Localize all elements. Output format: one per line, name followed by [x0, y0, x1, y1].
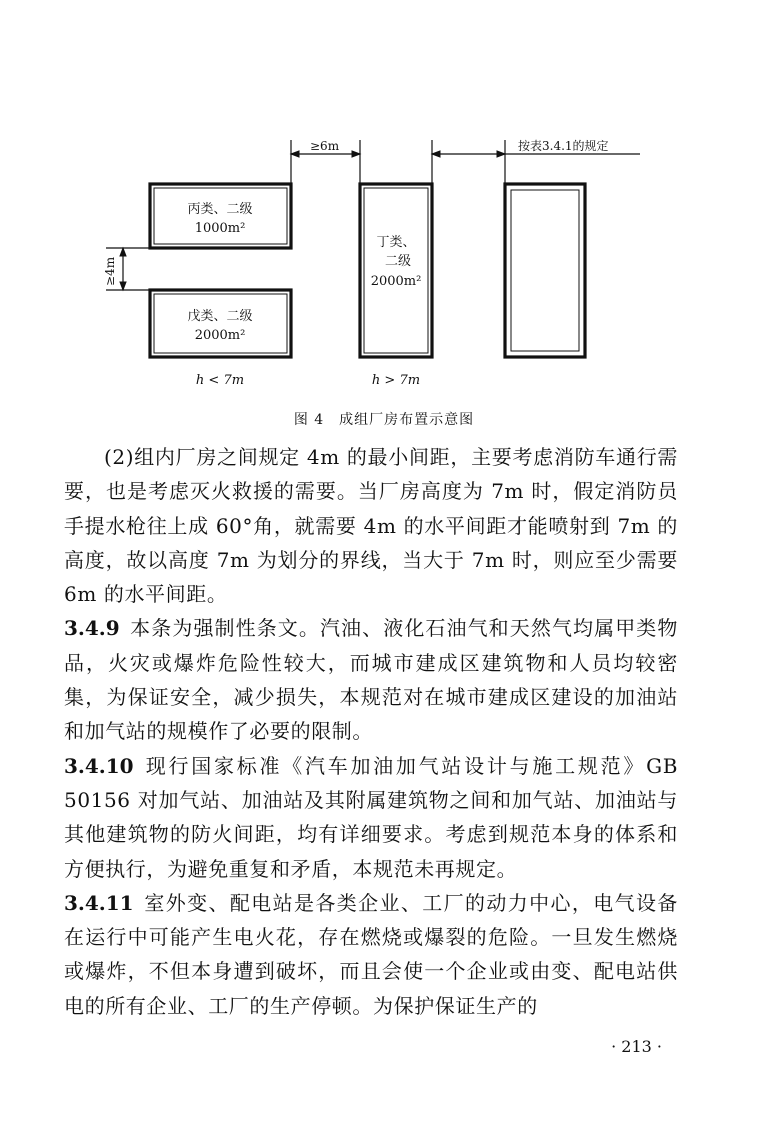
body-text: [64, 440, 678, 1023]
label-4m: ≥4m: [103, 256, 117, 286]
section-number: 3.4.9: [64, 616, 120, 641]
height-low-label: h < 7m: [195, 373, 245, 388]
section-3-4-9: [64, 611, 678, 748]
building-adjacent: [505, 184, 585, 357]
building-class-d: [360, 184, 432, 357]
label-6m: ≥6m: [310, 139, 340, 153]
page-number: · 213 ·: [611, 1037, 662, 1056]
label-table-rule: 按表3.4.1的规定: [518, 139, 609, 153]
section-number: 3.4.10: [64, 753, 134, 778]
building-class-c-area: 1000m²: [194, 221, 246, 236]
building-class-d-label-1: 丁类、: [376, 235, 416, 250]
building-class-c-label: 丙类、二级: [187, 202, 253, 217]
building-class-d-area: 2000m²: [370, 274, 422, 289]
section-3-4-11: [64, 886, 678, 1023]
figure-caption: 图 4 成组厂房布置示意图: [293, 412, 475, 428]
section-text: 本条为强制性条文。汽油、液化石油气和天然气均属甲类物品，火灾或爆炸危险性较大，而城市建成区建筑物和人员均较密集，为保证安全，减少损失，本规范对在城市建成区建设的加油站和加气站的规模作了必要的限制。: [64, 616, 678, 744]
section-text: 室外变、配电站是各类企业、工厂的动力中心，电气设备在运行中可能产生电火花，存在燃烧或爆裂的危险。一旦发生燃烧或爆炸，不但本身遭到破坏，而且会使一个企业或由变、配电站供电的所有企业、工厂的生产停顿。为保护保证生产的: [64, 890, 678, 1018]
height-high-label: h > 7m: [371, 373, 421, 388]
layout-diagram: [0, 0, 768, 410]
section-3-4-10: [64, 749, 678, 886]
building-class-e-label: 戊类、二级: [187, 309, 253, 324]
paragraph-fire-truck: [64, 440, 678, 611]
section-text: 现行国家标准《汽车加油加气站设计与施工规范》GB 50156 对加气站、加油站及其附属建筑物之间和加气站、加油站与其他建筑物的防火间距，均有详细要求。考虑到规范本身的体系和方便执行，为避免重复和矛盾，本规范未再规定。: [64, 753, 678, 881]
building-class-d-label-2: 二级: [384, 254, 412, 269]
paragraph-text: (2)组内厂房之间规定 4m 的最小间距，主要考虑消防车通行需要，也是考虑灭火救援的需要。当厂房高度为 7m 时，假定消防员手提水枪往上成 60°角，就需要 4m 的水平间距才能喷射到 7m 的高度，故以高度 7m 为划分的界线，当大于 7m 时，则应至少需要 6m 的水平间距。: [64, 445, 678, 607]
building-class-e-area: 2000m²: [194, 328, 246, 343]
section-number: 3.4.11: [64, 890, 134, 915]
